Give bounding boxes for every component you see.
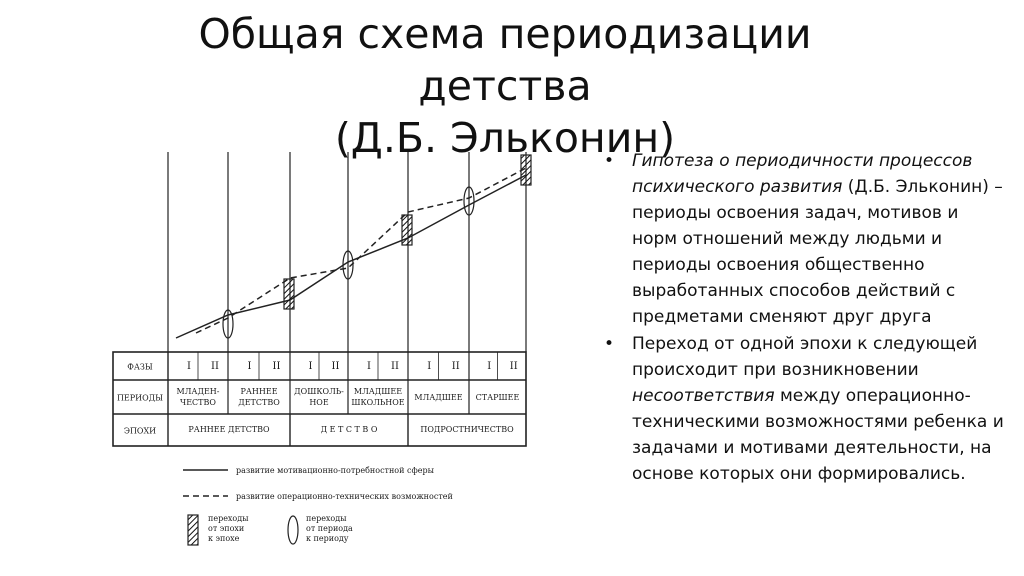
operational-line [196,168,526,333]
phase-label: II [211,361,219,372]
scheme-lines [113,152,531,545]
period-label: ЧЕСТВО [180,398,216,407]
phase-label: II [331,361,340,372]
phase-label: I [308,361,313,372]
legend-period-text: к периоду [306,534,349,543]
legend-period-text: переходы [306,514,347,523]
epoch-transition-marker [402,215,412,245]
period-label: НОЕ [309,398,329,407]
period-label: МЛАДЕН- [176,387,220,396]
period-label: МЛАДШЕЕ [414,393,463,402]
period-label: РАННЕЕ [240,387,278,396]
legend-epoch-text: переходы [208,514,249,523]
phase-label: I [247,361,252,372]
scheme-labels [117,361,520,543]
transition-italic: несоответствия [632,386,775,406]
legend-period-swatch [288,516,298,544]
hypothesis-italic: Гипотеза о периодичности процессов психического развития [632,151,973,197]
epoch-label: РАННЕЕ ДЕТСТВО [188,425,270,434]
phase-label: II [509,361,518,372]
legend-dashed-text: развитие операционно-технических возможностей [236,492,453,501]
legend-epoch-text: к эпохе [208,534,240,543]
row-label: ПЕРИОДЫ [116,393,164,403]
phase-label: I [427,361,432,372]
period-label: ДЕТСТВО [238,398,280,407]
legend-epoch-text: от эпохи [208,524,245,533]
legend-solid-text: развитие мотивационно-потребностной сферы [236,466,434,475]
period-label: МЛАДШЕЕ [353,387,403,396]
period-label: СТАРШЕЕ [475,393,520,402]
epoch-transition-marker [284,279,294,309]
title-line-1: Общая схема периодизации [198,10,812,58]
bullet-list [604,148,1004,487]
bullet-hypothesis [604,148,1004,330]
legend-period-text: от периода [306,524,353,533]
phase-label: II [451,361,460,372]
title-line-3: (Д.Б. Эльконин) [334,114,676,162]
period-label: ДОШКОЛЬ- [294,387,344,396]
slide-title [100,8,910,164]
transition-text-start: Переход от одной эпохи к следующей происходит при возникновении [632,334,978,380]
phase-label: I [187,361,191,372]
period-label: ШКОЛЬНОЕ [351,398,405,407]
epoch-label: ПОДРОСТНИЧЕСТВО [420,425,514,434]
phase-label: I [487,361,492,372]
phase-label: II [391,361,399,372]
legend-epoch-swatch [188,515,198,545]
row-label: ЭПОХИ [123,426,157,436]
epoch-label: Д Е Т С Т В О [320,425,378,434]
title-line-2: детства [418,62,592,110]
bullet-transition [604,331,1004,487]
hypothesis-text: (Д.Б. Эльконин) – периоды освоения задач, мотивов и норм отношений между людьми и периоды освоения общественно выработанных способов действий с предметами сменяют друг друга [632,177,1003,327]
phase-label: I [367,361,371,372]
transition-text-end: между операционно-техническими возможностями ребенка и задачами и мотивами деятельности, на основе которых они формировались. [632,386,1004,484]
phase-label: II [272,361,281,372]
row-label: ФАЗЫ [127,362,153,372]
